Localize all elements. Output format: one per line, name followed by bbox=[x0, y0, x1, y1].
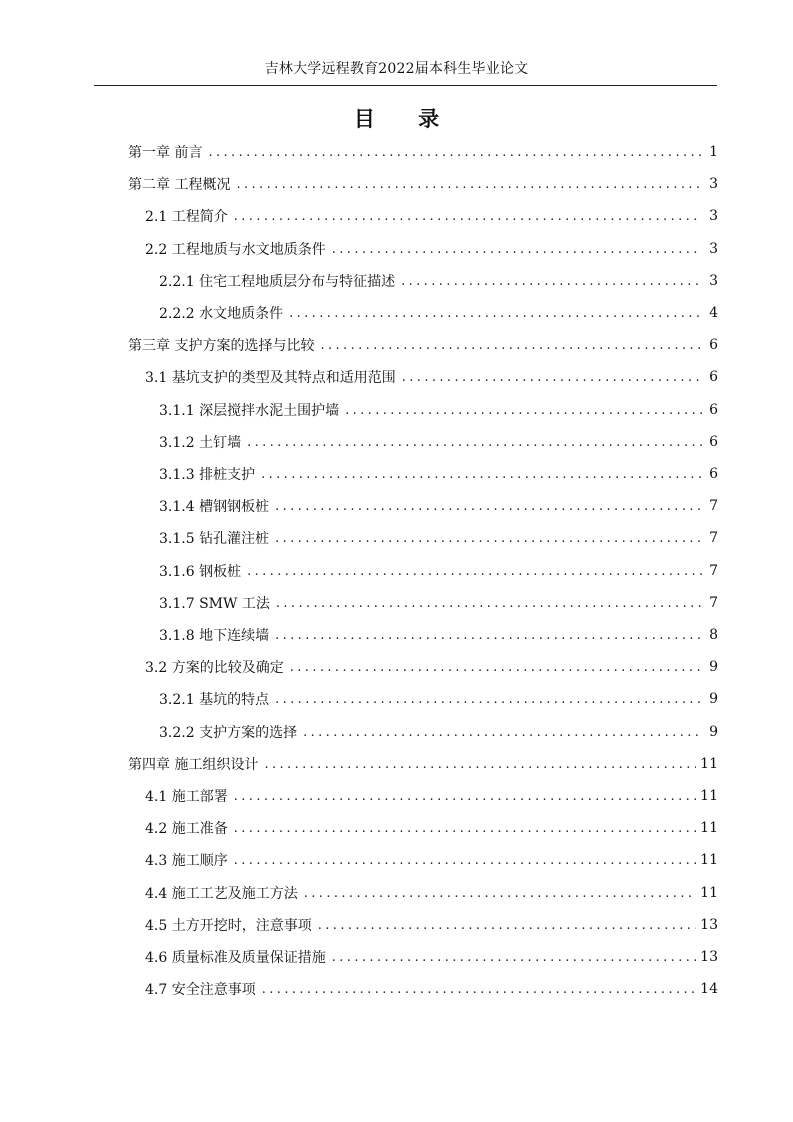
toc-entry[interactable] bbox=[145, 780, 718, 812]
toc-entry-label: 第四章 施工组织设计 bbox=[128, 757, 259, 773]
toc-entry-label: 4.5 土方开挖时，注意事项 bbox=[145, 918, 312, 934]
toc-entry-page: 9 bbox=[709, 691, 718, 707]
toc-entry-page: 11 bbox=[700, 885, 718, 901]
running-header: 吉林大学远程教育2022届本科生毕业论文 bbox=[264, 61, 529, 77]
toc-entry-page: 7 bbox=[709, 498, 718, 514]
toc-entry-page: 4 bbox=[709, 305, 718, 321]
toc-entry-label: 第一章 前言 bbox=[128, 145, 203, 161]
toc-entry-page: 6 bbox=[709, 369, 718, 385]
toc-entry[interactable] bbox=[145, 973, 718, 1005]
toc-leader-dots bbox=[247, 564, 702, 579]
toc-entry[interactable] bbox=[145, 941, 718, 973]
toc-entry-page: 13 bbox=[700, 917, 718, 933]
toc-leader-dots bbox=[402, 370, 702, 385]
toc-entry[interactable] bbox=[159, 716, 718, 748]
toc-entry[interactable] bbox=[145, 233, 718, 265]
toc-leader-dots bbox=[275, 692, 702, 707]
toc-entry-label: 3.1.1 深层搅拌水泥土围护墙 bbox=[159, 403, 340, 419]
toc-entry-label: 3.1.4 槽钢钢板桩 bbox=[159, 499, 270, 515]
toc-leader-dots bbox=[304, 886, 696, 901]
toc-entry[interactable] bbox=[159, 265, 718, 297]
toc-entry-label: 3.1 基坑支护的类型及其特点和适用范围 bbox=[145, 370, 396, 386]
toc-entry[interactable] bbox=[159, 490, 718, 522]
toc-entry[interactable] bbox=[128, 329, 718, 361]
toc-leader-dots bbox=[234, 821, 696, 836]
toc-entry-label: 4.2 施工准备 bbox=[145, 821, 228, 837]
toc-entry-label: 2.2.2 水文地质条件 bbox=[159, 306, 284, 322]
toc-leader-dots bbox=[234, 789, 696, 804]
toc-entry[interactable] bbox=[145, 812, 718, 844]
toc-entry[interactable] bbox=[145, 909, 718, 941]
toc-entry-page: 3 bbox=[709, 176, 718, 192]
toc-entry-page: 13 bbox=[700, 949, 718, 965]
toc-entry-page: 9 bbox=[709, 724, 718, 740]
toc-entry-page: 9 bbox=[709, 659, 718, 675]
toc-entry[interactable] bbox=[159, 587, 718, 619]
toc-entry-page: 11 bbox=[700, 820, 718, 836]
toc-entry-page: 11 bbox=[700, 788, 718, 804]
toc-entry-page: 6 bbox=[709, 402, 718, 418]
toc-entry-label: 4.1 施工部署 bbox=[145, 789, 228, 805]
toc-entry-label: 3.1.5 钻孔灌注桩 bbox=[159, 531, 270, 547]
toc-entry[interactable] bbox=[128, 748, 718, 780]
toc-entry-page: 1 bbox=[709, 144, 718, 160]
toc-entry-label: 4.7 安全注意事项 bbox=[145, 982, 256, 998]
toc-entry-label: 第三章 支护方案的选择与比较 bbox=[128, 338, 315, 354]
toc-entry-label: 2.2 工程地质与水文地质条件 bbox=[145, 242, 326, 258]
toc-entry-page: 3 bbox=[709, 241, 718, 257]
toc-entry-label: 3.1.2 土钉墙 bbox=[159, 435, 242, 451]
toc-entry-page: 8 bbox=[709, 627, 718, 643]
toc-leader-dots bbox=[332, 950, 696, 965]
toc-leader-dots bbox=[261, 467, 702, 482]
toc-entry[interactable] bbox=[145, 844, 718, 876]
toc-leader-dots bbox=[332, 242, 702, 257]
toc-leader-dots bbox=[275, 531, 702, 546]
toc-entry-page: 3 bbox=[709, 273, 718, 289]
toc-entry-page: 14 bbox=[700, 981, 718, 997]
toc-entry-label: 3.1.6 钢板桩 bbox=[159, 564, 242, 580]
toc-leader-dots bbox=[234, 209, 702, 224]
toc-leader-dots bbox=[264, 757, 696, 772]
toc-leader-dots bbox=[318, 918, 696, 933]
toc-entry[interactable] bbox=[145, 361, 718, 393]
toc-entry-page: 6 bbox=[709, 337, 718, 353]
toc-entry[interactable] bbox=[159, 458, 718, 490]
toc-leader-dots bbox=[247, 435, 702, 450]
toc-entry[interactable] bbox=[159, 394, 718, 426]
toc-leader-dots bbox=[275, 628, 702, 643]
toc-entry[interactable] bbox=[159, 522, 718, 554]
toc-entry-label: 3.1.8 地下连续墙 bbox=[159, 628, 270, 644]
toc-leader-dots bbox=[276, 596, 702, 611]
toc-entry-label: 3.2 方案的比较及确定 bbox=[145, 660, 284, 676]
toc-entry-page: 6 bbox=[709, 466, 718, 482]
toc-entry-label: 4.6 质量标准及质量保证措施 bbox=[145, 950, 326, 966]
toc-leader-dots bbox=[401, 274, 702, 289]
toc-entry[interactable] bbox=[159, 683, 718, 715]
toc-leader-dots bbox=[320, 338, 702, 353]
toc-leader-dots bbox=[208, 145, 702, 160]
toc-title: 目 录 bbox=[353, 106, 458, 131]
toc-entry[interactable] bbox=[159, 555, 718, 587]
toc-entry-label: 2.1 工程简介 bbox=[145, 209, 228, 225]
toc-leader-dots bbox=[345, 403, 702, 418]
toc-entry-page: 7 bbox=[709, 530, 718, 546]
toc-leader-dots bbox=[290, 660, 702, 675]
toc-leader-dots bbox=[262, 982, 696, 997]
toc-entry-label: 2.2.1 住宅工程地质层分布与特征描述 bbox=[159, 274, 396, 290]
toc-entry[interactable] bbox=[145, 200, 718, 232]
toc-entry[interactable] bbox=[145, 651, 718, 683]
toc-entry-label: 4.3 施工顺序 bbox=[145, 853, 228, 869]
toc-leader-dots bbox=[275, 499, 702, 514]
header-divider bbox=[94, 85, 717, 86]
toc-entry-page: 11 bbox=[700, 756, 718, 772]
toc-entry-label: 3.2.1 基坑的特点 bbox=[159, 692, 270, 708]
toc-leader-dots bbox=[289, 306, 702, 321]
toc-entry-page: 7 bbox=[709, 563, 718, 579]
toc-entry[interactable] bbox=[159, 619, 718, 651]
toc-entry[interactable] bbox=[159, 297, 718, 329]
toc-entry[interactable] bbox=[159, 426, 718, 458]
toc-entry-label: 第二章 工程概况 bbox=[128, 177, 231, 193]
toc-entry-label: 4.4 施工工艺及施工方法 bbox=[145, 886, 298, 902]
toc-entry-label: 3.2.2 支护方案的选择 bbox=[159, 725, 298, 741]
toc-entry-page: 7 bbox=[709, 595, 718, 611]
toc-entry[interactable] bbox=[145, 877, 718, 909]
toc-entry-page: 3 bbox=[709, 208, 718, 224]
toc-entry[interactable] bbox=[128, 168, 718, 200]
toc-leader-dots bbox=[234, 853, 696, 868]
toc-entry-page: 6 bbox=[709, 434, 718, 450]
toc-entry-page: 11 bbox=[700, 852, 718, 868]
toc-entry-label: 3.1.3 排桩支护 bbox=[159, 467, 256, 483]
toc-leader-dots bbox=[236, 177, 702, 192]
toc-leader-dots bbox=[303, 725, 702, 740]
toc-entry-label: 3.1.7 SMW 工法 bbox=[159, 596, 270, 612]
toc-entry[interactable] bbox=[128, 136, 718, 168]
